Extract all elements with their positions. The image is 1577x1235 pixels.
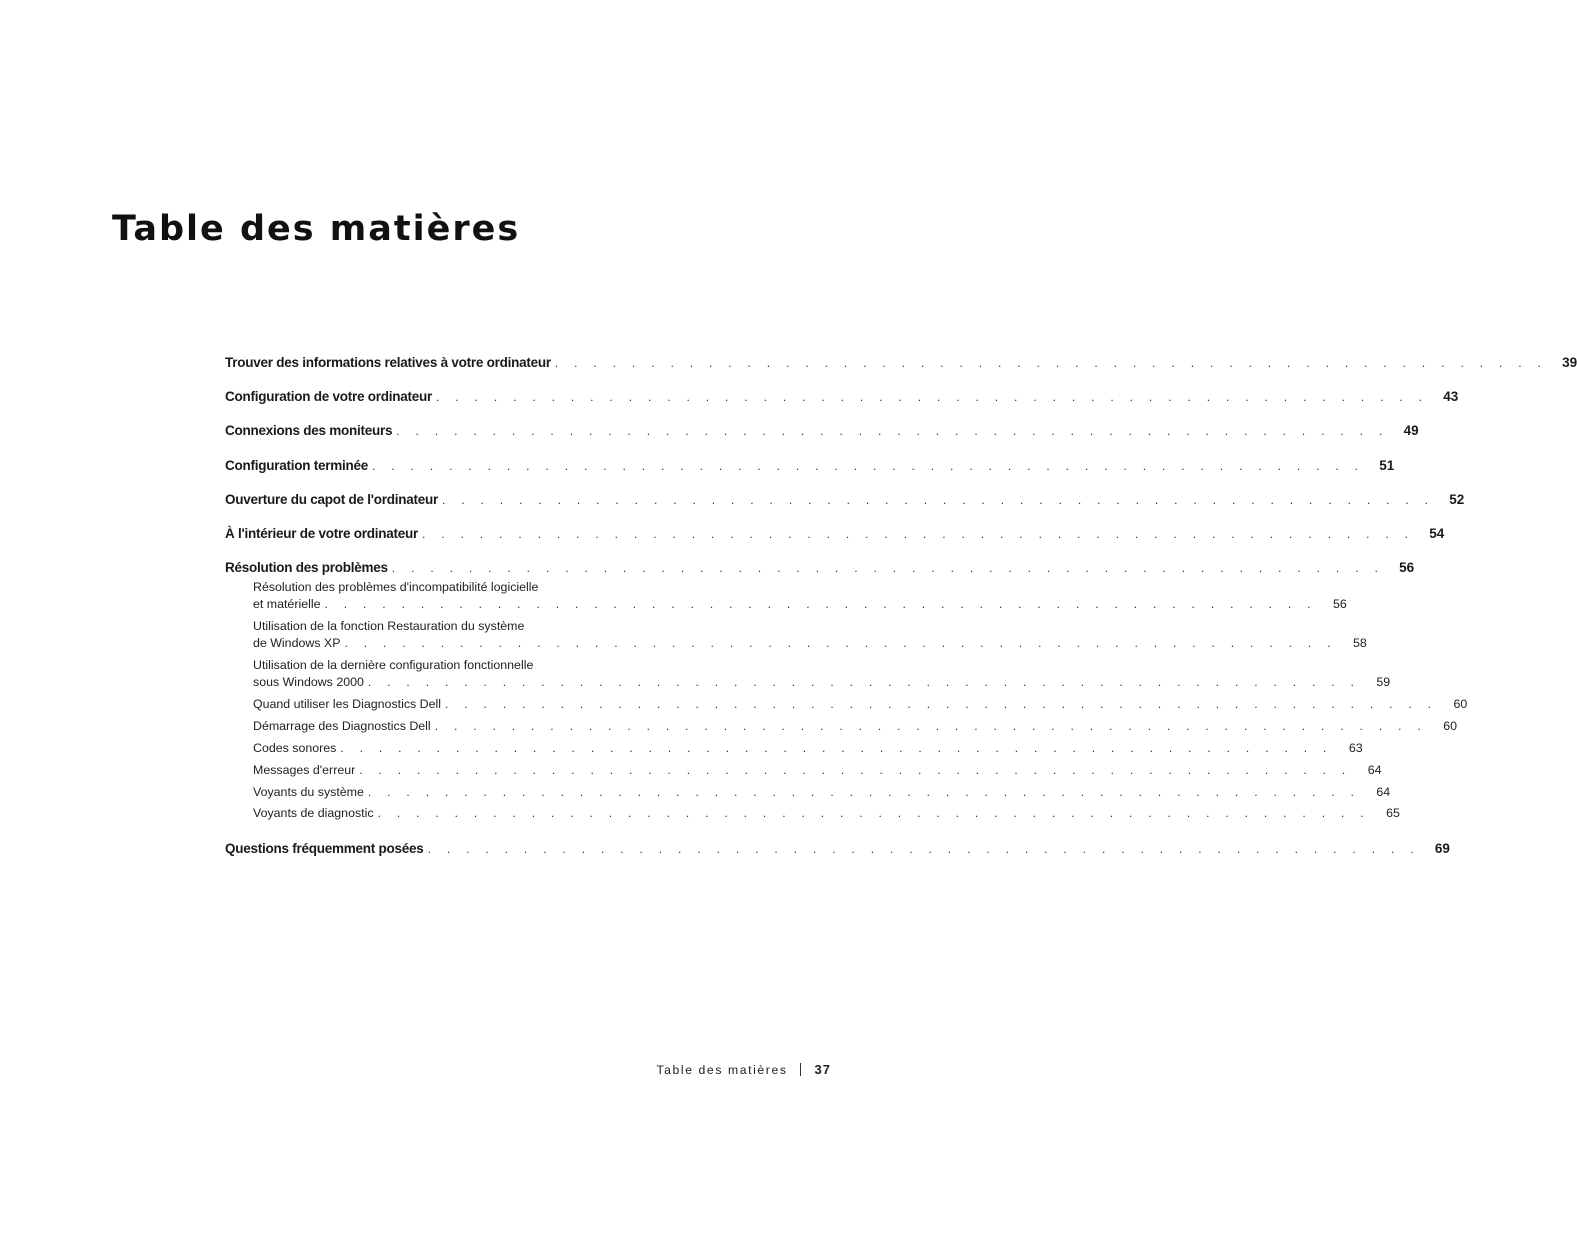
dot-leader: . . . . . . . . . . . . . . . . . . . . . . . . . . . . . . . . . . . . . . . . . . . . . . . . . . . . (436, 390, 1429, 405)
dot-leader: . . . . . . . . . . . . . . . . . . . . . . . . . . . . . . . . . . . . . . . . . . . . . . . . . . . . (396, 424, 1389, 439)
toc-subentry-label: Voyants de diagnostic (253, 806, 374, 821)
toc-subentry (225, 718, 1457, 740)
page-footer (656, 1062, 831, 1077)
toc-subentry (225, 762, 1382, 784)
toc-entry-label: Résolution des problèmes (225, 560, 388, 576)
toc-subentry-label-line2: de Windows XP (253, 636, 341, 651)
toc-entry-page: 43 (1443, 389, 1459, 405)
toc-subentry-label: Quand utiliser les Diagnostics Dell (253, 697, 442, 712)
toc-entry-page: 51 (1379, 457, 1395, 473)
toc-entry-label: Connexions des moniteurs (225, 423, 393, 439)
dot-leader: . . . . . . . . . . . . . . . . . . . . . . . . . . . . . . . . . . . . . . . . . . . . . . . . . . . . (434, 719, 1427, 734)
dot-leader: . . . . . . . . . . . . . . . . . . . . . . . . . . . . . . . . . . . . . . . . . . . . . . . . . . . . (359, 762, 1352, 777)
toc-subentry-label: Voyants du système (253, 784, 364, 799)
toc-entry-page: 49 (1403, 423, 1419, 439)
toc-subentry (225, 740, 1363, 762)
toc-subentry-label-line1: Utilisation de la dernière configuration fonctionnelle (253, 658, 534, 673)
dot-leader: . . . . . . . . . . . . . . . . . . . . . . . . . . . . . . . . . . . . . . . . . . . . . . . . . . . . (554, 356, 1548, 370)
dot-leader: . . . . . . . . . . . . . . . . . . . . . . . . . . . . . . . . . . . . . . . . . . . . . . . . . . . . (367, 675, 1361, 690)
dot-leader: . . . . . . . . . . . . . . . . . . . . . . . . . . . . . . . . . . . . . . . . . . . . . . . . . . . . (344, 636, 1337, 651)
toc-subentry-label: Codes sonores (253, 740, 337, 755)
toc-entry-label: Trouver des informations relatives à votre ordinateur (225, 355, 551, 370)
toc-entry (225, 420, 1419, 454)
toc-entry-page: 39 (1562, 355, 1577, 370)
toc-subentry-page: 58 (1352, 636, 1367, 651)
toc-subentry-label: Démarrage des Diagnostics Dell (253, 719, 431, 734)
toc-subentry (225, 784, 1391, 806)
toc-subentry-label: Messages d'erreur (253, 762, 356, 777)
toc-entry (225, 523, 1445, 557)
table-of-contents (225, 352, 1577, 872)
footer-section-title: Table des matières (656, 1062, 788, 1077)
page-title: Table des matières (112, 209, 521, 249)
toc-entry-label: À l'intérieur de votre ordinateur (225, 525, 418, 541)
toc-entry-label: Ouverture du capot de l'ordinateur (225, 491, 438, 507)
toc-subentry (225, 657, 1391, 696)
toc-entry-page: 69 (1434, 841, 1450, 857)
toc-entry (225, 838, 1450, 872)
toc-entry-page: 52 (1449, 491, 1465, 507)
dot-leader: . . . . . . . . . . . . . . . . . . . . . . . . . . . . . . . . . . . . . . . . . . . . . . . . . . . . (442, 492, 1435, 507)
toc-subentry (225, 618, 1367, 657)
toc-entry-label: Configuration terminée (225, 457, 369, 473)
footer-divider (800, 1063, 801, 1076)
toc-entry (225, 386, 1459, 420)
toc-subentry-page: 60 (1453, 697, 1468, 712)
toc-subentry-page: 60 (1443, 719, 1457, 734)
toc-subentry-page: 63 (1348, 740, 1363, 755)
toc-subentry-page: 56 (1333, 597, 1347, 612)
toc-subentry (225, 805, 1400, 827)
toc-entry-label: Configuration de votre ordinateur (225, 389, 433, 405)
toc-subentry-page: 64 (1367, 762, 1382, 777)
toc-entry (225, 489, 1465, 523)
dot-leader: . . . . . . . . . . . . . . . . . . . . . . . . . . . . . . . . . . . . . . . . . . . . . . . . . . . . (422, 526, 1415, 541)
toc-entry-label: Questions fréquemment posées (225, 841, 424, 857)
footer-page-number: 37 (814, 1062, 831, 1077)
dot-leader: . . . . . . . . . . . . . . . . . . . . . . . . . . . . . . . . . . . . . . . . . . . . . . . . . . . . (377, 806, 1370, 821)
toc-subentry-page: 59 (1376, 675, 1391, 690)
toc-entry-page: 54 (1429, 525, 1445, 541)
toc-entry (225, 352, 1577, 386)
dot-leader: . . . . . . . . . . . . . . . . . . . . . . . . . . . . . . . . . . . . . . . . . . . . . . . . . . . . (340, 740, 1333, 755)
toc-subentry (225, 696, 1468, 718)
toc-subentry (225, 579, 1347, 618)
dot-leader: . . . . . . . . . . . . . . . . . . . . . . . . . . . . . . . . . . . . . . . . . . . . . . . . . . . . (445, 697, 1438, 712)
toc-entry (225, 455, 1395, 489)
dot-leader: . . . . . . . . . . . . . . . . . . . . . . . . . . . . . . . . . . . . . . . . . . . . . . . . . . . . (367, 784, 1361, 799)
dot-leader: . . . . . . . . . . . . . . . . . . . . . . . . . . . . . . . . . . . . . . . . . . . . . . . . . . . . (427, 842, 1420, 857)
toc-subentry-label-line1: Utilisation de la fonction Restauration du système (253, 619, 525, 634)
toc-subentry-label-line2: sous Windows 2000 (253, 675, 364, 690)
toc-subentry-label-line2: et matérielle (253, 597, 321, 612)
dot-leader: . . . . . . . . . . . . . . . . . . . . . . . . . . . . . . . . . . . . . . . . . . . . . . . . . . . . (324, 597, 1317, 612)
dot-leader: . . . . . . . . . . . . . . . . . . . . . . . . . . . . . . . . . . . . . . . . . . . . . . . . . . . . (391, 561, 1385, 576)
toc-subentry-page: 65 (1386, 806, 1400, 821)
toc-subentry-page: 64 (1376, 784, 1391, 799)
toc-entry-page: 56 (1399, 560, 1415, 576)
dot-leader: . . . . . . . . . . . . . . . . . . . . . . . . . . . . . . . . . . . . . . . . . . . . . . . . . . . . (372, 458, 1365, 473)
toc-subentry-label-line1: Résolution des problèmes d'incompatibilité logicielle (253, 580, 539, 595)
